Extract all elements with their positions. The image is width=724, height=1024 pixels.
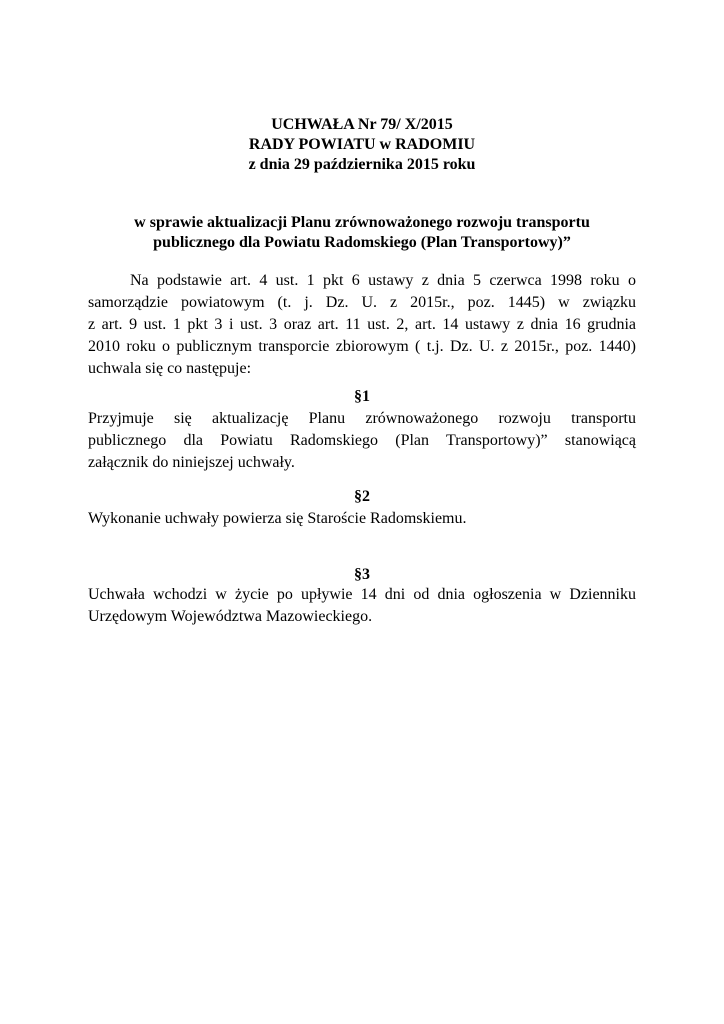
section-text-line: publicznego dla Powiatu Radomskiego (Plan Transportowy)” stanowiącą bbox=[88, 432, 636, 449]
resolution-number: UCHWAŁA Nr 79/ X/2015 bbox=[271, 116, 453, 133]
subject-line-1: w sprawie aktualizacji Planu zrównoważonego rozwoju transportu bbox=[134, 214, 590, 231]
section-text-line: Wykonanie uchwały powierza się Staroście Radomskiemu. bbox=[88, 510, 467, 527]
preamble-line: uchwala się co następuje: bbox=[88, 360, 252, 377]
section-heading: §3 bbox=[354, 566, 370, 583]
resolution-date: z dnia 29 października 2015 roku bbox=[248, 156, 476, 173]
section-heading: §1 bbox=[354, 388, 370, 405]
section-text-line: Uchwała wchodzi w życie po upływie 14 dni od dnia ogłoszenia w Dzienniku bbox=[88, 586, 636, 603]
council-name: RADY POWIATU w RADOMIU bbox=[248, 136, 476, 153]
section-text-line: Urzędowym Województwa Mazowieckiego. bbox=[88, 608, 373, 625]
preamble-line: samorządzie powiatowym (t. j. Dz. U. z 2015r., poz. 1445) w związku bbox=[88, 294, 636, 311]
preamble-line: z art. 9 ust. 1 pkt 3 i ust. 3 oraz art. 11 ust. 2, art. 14 ustawy z dnia 16 grudnia bbox=[88, 316, 636, 333]
preamble-line: 2010 roku o publicznym transporcie zbiorowym ( t.j. Dz. U. z 2015r., poz. 1440) bbox=[88, 338, 636, 355]
preamble-line: Na podstawie art. 4 ust. 1 pkt 6 ustawy z dnia 5 czerwca 1998 roku o bbox=[130, 272, 636, 289]
section-text-line: Przyjmuje się aktualizację Planu zrównoważonego rozwoju transportu bbox=[88, 410, 636, 427]
subject-line-2: publicznego dla Powiatu Radomskiego (Plan Transportowy)” bbox=[153, 234, 571, 251]
section-heading: §2 bbox=[354, 488, 370, 505]
section-text-line: załącznik do niniejszej uchwały. bbox=[88, 454, 295, 471]
